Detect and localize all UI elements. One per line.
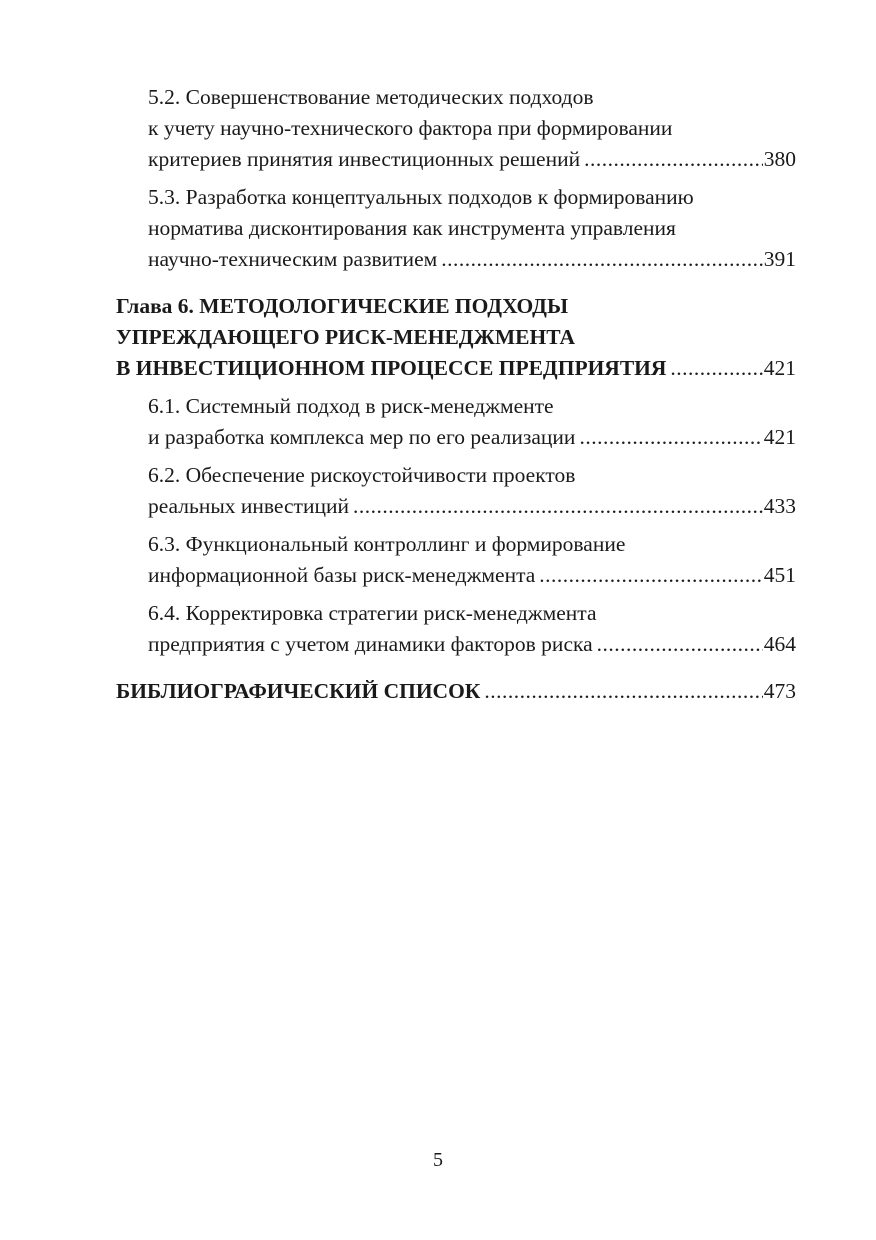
toc-entry-6-4[interactable] bbox=[116, 598, 796, 660]
chapter-title-text: Глава 6. МЕТОДОЛОГИЧЕСКИЕ ПОДХОДЫ bbox=[116, 294, 569, 318]
toc-entry-text: и разработка комплекса мер по его реализации bbox=[148, 425, 576, 449]
dot-leader bbox=[597, 629, 763, 660]
toc-entry-5-2[interactable] bbox=[116, 82, 796, 175]
toc-page-number: 464 bbox=[763, 632, 796, 656]
toc-page-number: 391 bbox=[763, 247, 796, 271]
toc-entry-text: информационной базы риск-менеджмента bbox=[148, 563, 536, 587]
dot-leader bbox=[539, 560, 762, 591]
toc-page-number: 433 bbox=[763, 494, 796, 518]
toc-page-number: 380 bbox=[763, 147, 796, 171]
toc-entry-text: норматива дисконтирования как инструмента управления bbox=[148, 216, 676, 240]
toc-chapter-6[interactable] bbox=[116, 291, 796, 384]
toc-entry-6-1[interactable] bbox=[116, 391, 796, 453]
toc-entry-text: 5.3. Разработка концептуальных подходов к формированию bbox=[148, 185, 694, 209]
dot-leader bbox=[484, 676, 762, 707]
toc-entry-text: к учету научно-технического фактора при формировании bbox=[148, 116, 673, 140]
chapter-title-text: УПРЕЖДАЮЩЕГО РИСК-МЕНЕДЖМЕНТА bbox=[116, 325, 575, 349]
chapter-title-text: В ИНВЕСТИЦИОННОМ ПРОЦЕССЕ ПРЕДПРИЯТИЯ bbox=[116, 356, 667, 380]
dot-leader bbox=[670, 353, 762, 384]
table-of-contents bbox=[116, 82, 796, 707]
toc-page-number: 421 bbox=[763, 356, 796, 380]
toc-entry-text: 6.4. Корректировка стратегии риск-менеджмента bbox=[148, 601, 597, 625]
toc-page-number: 421 bbox=[763, 425, 796, 449]
dot-leader bbox=[579, 422, 762, 453]
toc-entry-text: предприятия с учетом динамики факторов риска bbox=[148, 632, 593, 656]
toc-entry-text: 5.2. Совершенствование методических подходов bbox=[148, 85, 594, 109]
toc-entry-6-2[interactable] bbox=[116, 460, 796, 522]
toc-entry-text: реальных инвестиций bbox=[148, 494, 349, 518]
bibliography-title: БИБЛИОГРАФИЧЕСКИЙ СПИСОК bbox=[116, 679, 481, 703]
toc-entry-text: научно-техническим развитием bbox=[148, 247, 438, 271]
toc-entry-6-3[interactable] bbox=[116, 529, 796, 591]
toc-entry-text: критериев принятия инвестиционных решений bbox=[148, 147, 581, 171]
toc-page-number: 473 bbox=[763, 679, 796, 703]
page-number: 5 bbox=[433, 1149, 443, 1171]
toc-entry-text: 6.3. Функциональный контроллинг и формирование bbox=[148, 532, 626, 556]
dot-leader bbox=[584, 144, 763, 175]
toc-entry-text: 6.2. Обеспечение рискоустойчивости проектов bbox=[148, 463, 576, 487]
dot-leader bbox=[353, 491, 763, 522]
toc-entry-text: 6.1. Системный подход в риск-менеджменте bbox=[148, 394, 554, 418]
toc-page-number: 451 bbox=[763, 563, 796, 587]
toc-entry-5-3[interactable] bbox=[116, 182, 796, 275]
dot-leader bbox=[441, 244, 763, 275]
toc-bibliography[interactable] bbox=[116, 676, 796, 707]
